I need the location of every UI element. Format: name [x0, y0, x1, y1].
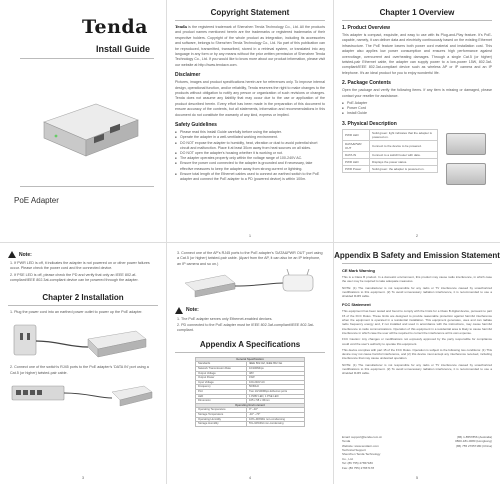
note-label: Note: — [186, 307, 199, 314]
contact-line: Tenda — [342, 439, 351, 444]
ce-text: This is a Class B product. In a domestic environment, this product may cause radio interference, in which case the user may be required to take adequate measures. — [342, 275, 492, 284]
table-cell: Storage Temperature — [196, 412, 247, 417]
table-cell: Displays the power status. — [370, 158, 438, 165]
table-cell: Storage Humidity — [196, 422, 247, 427]
table-cell: Input Voltage — [196, 380, 247, 385]
note-heading — [175, 307, 325, 314]
contact-line: Co., Ltd. — [342, 456, 354, 461]
contact-line: Fax: (86 755) 27657178 — [342, 465, 375, 470]
list-item: 2. If PSE LED is off, please check the PD and verify that only an IEEE 802.af-compliant/IEEE 802.3at-compliant device can be powered through the adapter. — [10, 272, 139, 282]
table-row — [343, 129, 438, 140]
page-title: Chapter 1 Overview — [379, 8, 455, 17]
table-row — [343, 158, 438, 165]
table-cell: Output Voltage — [196, 371, 247, 376]
table-cell: 10%~90%RH non-condensing — [246, 417, 304, 422]
note-heading — [8, 251, 158, 258]
table-row — [343, 165, 438, 172]
safety-list — [175, 130, 325, 182]
page-title: Appendix A Specifications — [199, 339, 301, 349]
table-cell: Port — [196, 389, 247, 394]
note-label: Note: — [19, 251, 32, 258]
list-item: ■ Please read this Install Guide carefully before using the adapter. — [175, 130, 325, 135]
section-heading: 1. Product Overview — [342, 25, 391, 31]
notes-list — [177, 317, 325, 334]
page-title: Copyright Statement — [210, 8, 290, 17]
page-title: Chapter 2 Installation — [42, 293, 124, 303]
list-item: 1. If PWR LED is off, it indicates the adapter is not powered on or other power failures occur. Please check the power cord and the connected device. — [10, 261, 150, 271]
package-intro: Open the package and verify the following items. If any item is missing or damaged, please contact your reseller for assistance. — [342, 88, 492, 98]
poe-adapter-image — [26, 92, 146, 162]
copyright-page — [166, 0, 333, 242]
section-heading: 3. Physical Description — [342, 120, 397, 127]
table-cell: PWR Power — [343, 165, 370, 172]
contact-info — [342, 435, 492, 470]
list-item: ■ Ensure the power cord connected to the adapter is grounded and if necessary, take effective measures to keep the adapter away from strong current or lightning. — [175, 161, 325, 171]
table-cell: 0° ~40° — [246, 408, 304, 413]
title-rule — [175, 352, 325, 353]
cover-title: Install Guide — [95, 44, 150, 54]
steps-list-3 — [177, 251, 325, 267]
table-cell: DATA IN — [343, 151, 370, 158]
contact-line: 0800-181-0080 (Hongkong) — [455, 439, 492, 444]
table-cell: 50/60Hz — [246, 385, 304, 390]
table-cell: PWR LED — [343, 129, 370, 140]
table-cell: -40° ~70° — [246, 412, 304, 417]
page-number: 5 — [415, 475, 419, 480]
list-item: 1. The PoE adapter serves only Ethernet-enabled devices. — [177, 316, 273, 321]
fcc-caution: FCC Caution: Any changes or modifications not expressly approved by the party responsible for compliance could void the user's authority to operate this equipment. — [342, 337, 492, 346]
table-cell: 10/100Mbps — [246, 366, 304, 371]
disclaimer-text: Pictures, images and product specifications herein are for references only. To improve internal design, operational function, and/or reliability, Tenda reserves the right to make changes to the products without obligation to notify any person or organization of such revisions or changes. Tenda does not assume any liability that may occur due to the use or application of the product described herein. Every effort has been made in the preparation of this document to ensure accuracy of the contents, but all statements, information and recommendations in this document do not constitute the warranty of any kind, express or implied. — [175, 80, 325, 117]
page-number: 2 — [415, 233, 419, 238]
contact-line: (86) 1-8557856 (Australia) — [456, 434, 492, 439]
table-cell: Solid green: light indicates that the adapter is powered on. — [370, 129, 438, 140]
table-header: General Specification — [196, 357, 305, 362]
notes-list — [10, 261, 158, 283]
list-item: ■ DO NOT expose the adapter to humidity, heat, vibration or dust to avoid potential short circuit and malfunction. Place it at least 30cm away from heat sources on all sides. — [175, 141, 325, 151]
table-cell: Standards — [196, 362, 247, 367]
step2-illustration — [8, 378, 158, 408]
warning-icon — [8, 251, 16, 258]
ce-heading: CE Mark Warning — [342, 268, 375, 273]
package-list — [342, 101, 492, 117]
table-cell: 5%~90%RH non-condensing — [246, 422, 304, 427]
title-rule — [8, 305, 158, 306]
contact-line: Tel: (86 755) 27657180 — [342, 461, 373, 466]
list-item: 3. Connect one of the AP's RJ45 ports to the PoE adapter's 'DATA&PWR OUT' port using a Cat.5 (or higher) twisted-pair cable. (Apart from the AP, it can also be an IP telephone, an IP camera and so on.) — [177, 251, 323, 266]
brand-mark: Tenda — [175, 25, 188, 29]
contact-line: (86) 755 27657180 (China) — [455, 443, 492, 448]
contact-line: Website: www.tendacn.com — [342, 443, 379, 448]
table-cell: Solid green: the adapter is powered on. — [370, 165, 438, 172]
table-cell: Connect to a switch/router with data. — [370, 151, 438, 158]
adapter-back-image — [446, 163, 486, 185]
spec-table — [195, 357, 305, 427]
fcc-note: NOTE: (1) The manufacturer is not responsible for any radio or TV interference caused by unauthorized modifications to this equipment. (2) To avoid unnecessary radiation interference, it is recommended to use a shielded RJ45 cable. — [342, 362, 492, 376]
safety-heading: Safety Guidelines — [175, 122, 217, 129]
steps-list — [10, 310, 158, 315]
installation-page — [0, 242, 166, 484]
contact-line: Email: support@tenda.com.cn — [342, 434, 383, 439]
cover-page — [0, 0, 166, 242]
table-cell: Network Transmission Rate — [196, 366, 247, 371]
steps-list-2 — [10, 365, 158, 376]
list-item: 2. PD connected to the PoE adapter must be IEEE 802.3af-compliant/IEEE 802.3at-compliant. — [177, 323, 314, 333]
contact-line: Shenzhen Tenda Technology — [342, 452, 381, 457]
table-cell: Dimension — [196, 399, 247, 404]
brand-logo: Tenda — [82, 16, 148, 38]
emission-statement-page — [333, 242, 500, 484]
list-item: ■ The adapter operates properly only within the voltage range of 100-240V AC. — [175, 156, 325, 161]
cover-rule-top — [20, 58, 154, 59]
list-item: ■ Operate the adapter in a well-ventilated working environment. — [175, 135, 325, 140]
list-item: 2. Connect one of the switch's RJ45 ports to the PoE adapter's 'DATA IN' port using a Cat.5 (or higher) twisted-pair cable. — [10, 365, 149, 375]
table-cell: DATA&PWR OUT — [343, 140, 370, 151]
ports-table — [342, 129, 438, 173]
table-cell: Two 10/100Mbps Ethernet ports — [246, 389, 304, 394]
table-row — [196, 422, 305, 427]
overview-text: This adapter is compact, exquisite, and easy to use with its Plug-and-Play feature. It's PoE-capable, namely, it can deliver data and electricity continuously based on the existing Ethernet infrastructure. The PoE feature lowers both power cord material and installation cost. This adapter also applies low power consumption and ensures high performance against overvoltage, overcurrent and overheating damages. Through a single Cat.5 (or higher) twisted-pair Ethernet cable, the adapter can supply power to a low-power 15W, 802.3af-compliant/IEEE 802.3at-compliant device such as wireless AP or IP camera and an IP telephone. It's an ideal product for you to enjoy wonderful life. — [342, 33, 492, 75]
contact-phones — [455, 435, 492, 448]
contact-line: Technical Support — [342, 447, 366, 452]
table-cell: 1 PWR LED, 1 PSE LED — [246, 394, 304, 399]
fcc-compliance: This device complies with part 15 of the FCC Rules. Operation is subject to the following two conditions: (1) This device may not cause harmful interference, and (2) this device must accept any interference received, including interference that may cause undesired operation. — [342, 347, 492, 361]
table-cell: Operating Temperature — [196, 408, 247, 413]
physical-description — [334, 129, 500, 193]
fcc-heading: FCC Statement — [342, 302, 371, 308]
list-item: ■ PoE Adapter — [342, 101, 492, 106]
step1-illustration — [8, 317, 158, 365]
table-cell: 105 x 58 x 36mm — [246, 399, 304, 404]
title-rule — [342, 20, 492, 21]
list-item: 1. Plug the power cord into an earthed power outlet to power up the PoE adapter. — [10, 310, 143, 315]
ce-note: NOTE: (1) The manufacturer is not responsible for any radio or TV interference caused by unauthorized modifications to this equipment. (2) To avoid unnecessary radiation interference, it is recommended to use a shielded RJ45 cable. — [342, 285, 492, 299]
list-item: ■ DO NOT open the adapter's housing whether it is working or not. — [175, 151, 325, 156]
table-cell: PWR LED — [343, 158, 370, 165]
step3-illustration — [175, 269, 325, 303]
table-cell: Output Power — [196, 376, 247, 381]
title-rule — [342, 263, 492, 264]
table-cell: 100-240V AC — [246, 380, 304, 385]
table-cell: IEEE 802.3af, IEEE 802.3at — [246, 362, 304, 367]
cover-rule-bottom — [20, 186, 154, 187]
fcc-text: This equipment has been tested and found to comply with the limits for a Class B digital device, pursuant to part 15 of the FCC Rules. These limits are designed to provide reasonable protection against harmful interference when the equipment is operated in a residential installation. This equipment generates, uses and can radiate radio frequency energy and, if not installed and used in accordance with the instructions, may cause harmful interference to radio communications. Operation of this equipment in a residential area is likely to cause harmful interference in which case the user will be required to correct the interference at his own expense. — [342, 309, 492, 335]
table-cell: LED — [196, 394, 247, 399]
disclaimer-heading: Disclaimer — [175, 72, 201, 79]
table-row — [343, 140, 438, 151]
page-number: 4 — [248, 475, 252, 480]
table-row — [343, 151, 438, 158]
table-cell: Connect to the device to be powered. — [370, 140, 438, 151]
adapter-front-image — [446, 133, 486, 155]
table-cell: 15W — [246, 376, 304, 381]
list-item: ■ Ensure total length of the Ethernet cables used to connect an earthed switch to the PoE adapter and connect the PoE adapter to a PD (powered device) is within 100m. — [175, 172, 325, 182]
overview-page — [333, 0, 500, 242]
page-number: 3 — [81, 475, 85, 480]
list-item: ■ Power Cord — [342, 106, 492, 111]
list-item: ■ Install Guide — [342, 111, 492, 116]
cover-product-name: PoE Adapter — [14, 196, 59, 205]
specifications-page — [166, 242, 333, 484]
section-heading: 2. Package Contents — [342, 80, 391, 87]
table-cell: 48V — [246, 371, 304, 376]
page-number: 1 — [248, 233, 252, 238]
table-header: Operating Environment — [196, 403, 305, 408]
table-cell: Frequency — [196, 385, 247, 390]
title-rule — [175, 20, 325, 21]
table-cell: Operating Humidity — [196, 417, 247, 422]
warning-icon — [175, 307, 183, 314]
page-title: Appendix B Safety and Emission Statement — [334, 251, 500, 260]
copyright-text: Tenda is the registered trademark of Shenzhen Tenda Technology Co., Ltd. All the products and product names mentioned herein are the trademarks or registered trademarks of their respective holders. Copyright of the whole product as integration, including its accessories and software, belongs to Shenzhen Tenda Technology Co., Ltd. No part of this publication can be reproduced, transmitted, transcribed, stored in a retrieval system, or translated into any language in any form or by any means without the prior written permission of Shenzhen Tenda Technology Co., Ltd. If you would like to know more about our product information, please visit our website at http://www.tendacn.com. — [175, 25, 325, 67]
